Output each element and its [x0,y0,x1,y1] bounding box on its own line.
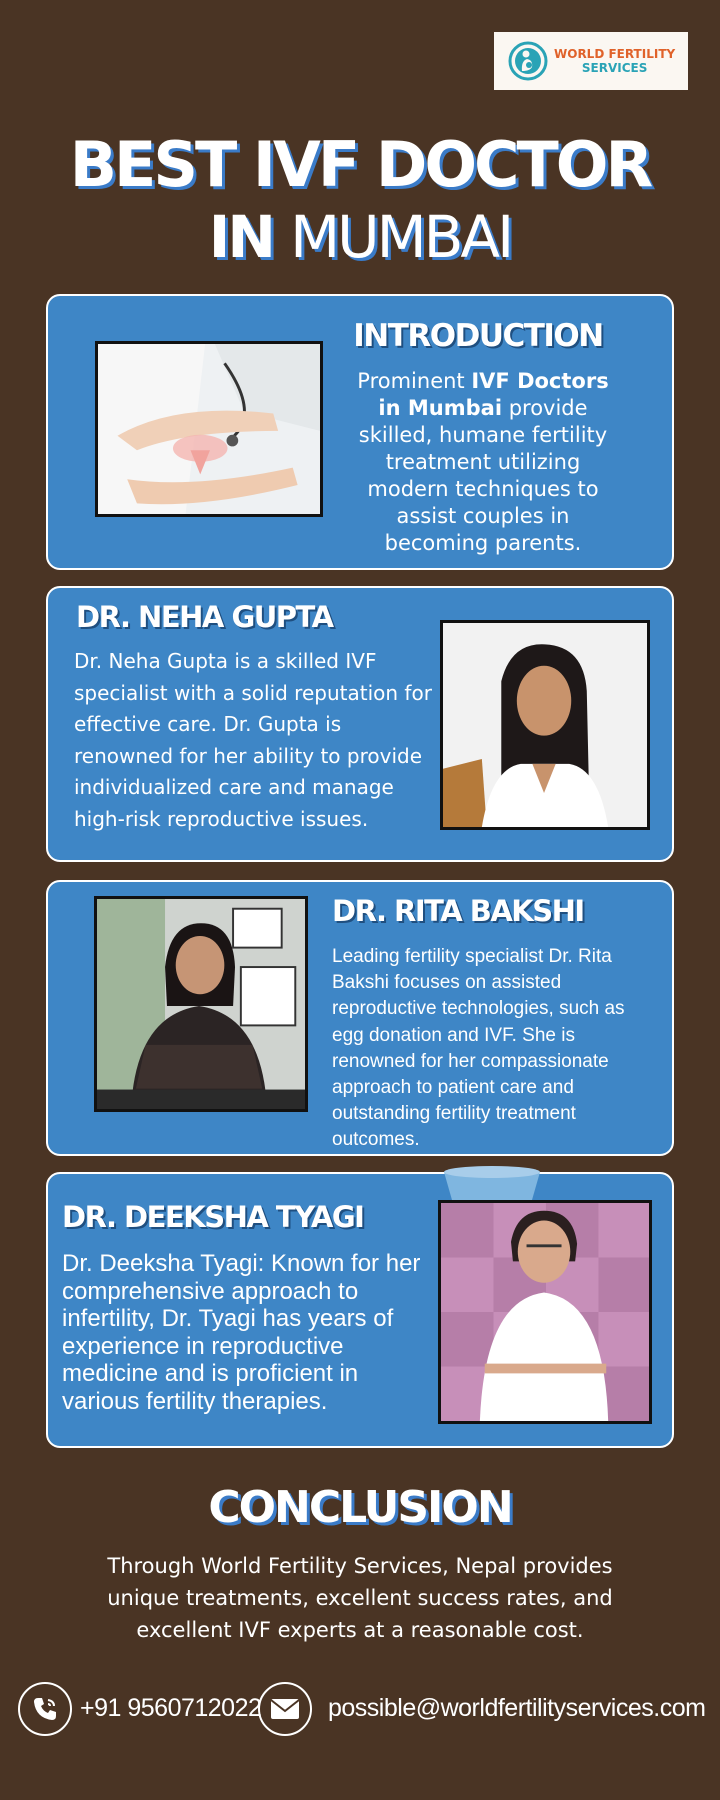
intro-text-post: provide skilled, humane fertility treatment utilizing modern techniques to assist couples in becoming parents. [358,396,608,555]
envelope-icon[interactable] [258,1682,312,1736]
intro-heading: INTRODUCTION [353,318,603,354]
email-address[interactable]: possible@worldfertilityservices.com [328,1694,706,1722]
phone-icon[interactable] [18,1682,72,1736]
intro-text-pre: Prominent [357,369,472,393]
doctor-description: Leading fertility specialist Dr. Rita Bakshi focuses on assisted reproductive technologies, such as egg donation and IVF. She is renowned for her compassionate approach to patient care and outstanding fertility treatment outcomes. [332,946,625,1151]
logo-line-1: WORLD FERTILITY [554,47,676,61]
title-line-1: BEST IVF DOCTOR [69,128,651,201]
intro-card [46,294,674,570]
doctor-photo [94,896,308,1112]
conclusion-text: Through World Fertility Services, Nepal provides unique treatments, excellent success rates, and excellent IVF experts at a reasonable cost. [107,1554,613,1642]
intro-text-bold: IVF Doctors in Mumbai [378,369,609,420]
doctor-name: DR. NEHA GUPTA [76,600,333,634]
brand-logo[interactable] [494,32,688,90]
title-line-2 [0,202,720,272]
doctor-card-deeksha-tyagi [46,1172,674,1448]
doctor-card-rita-bakshi [46,880,674,1156]
intro-image [95,341,323,517]
doctor-name: DR. RITA BAKSHI [332,894,584,928]
doctor-description: Dr. Deeksha Tyagi: Known for her comprehensive approach to infertility, Dr. Tyagi has years of experience in reproductive medicine and is proficient in various fertility therapies. [62,1250,421,1415]
intro-text [348,368,618,557]
mother-baby-icon [508,41,548,81]
decorative-bowl [444,1166,540,1202]
phone-number[interactable]: +91 9560712022 [80,1694,262,1722]
page-title [0,128,720,272]
doctor-card-neha-gupta [46,586,674,862]
doctor-photo [440,620,650,830]
title-in: IN [208,203,273,271]
title-city: MUMBAI [290,203,512,271]
doctor-name: DR. DEEKSHA TYAGI [62,1200,364,1234]
logo-line-2: SERVICES [581,61,648,75]
conclusion-heading: CONCLUSION [208,1482,512,1533]
doctor-photo [438,1200,652,1424]
doctor-description: Dr. Neha Gupta is a skilled IVF specialist with a solid reputation for effective care. Dr. Gupta is renowned for her ability to provide individualized care and manage high-risk reproductive issues. [74,649,432,831]
